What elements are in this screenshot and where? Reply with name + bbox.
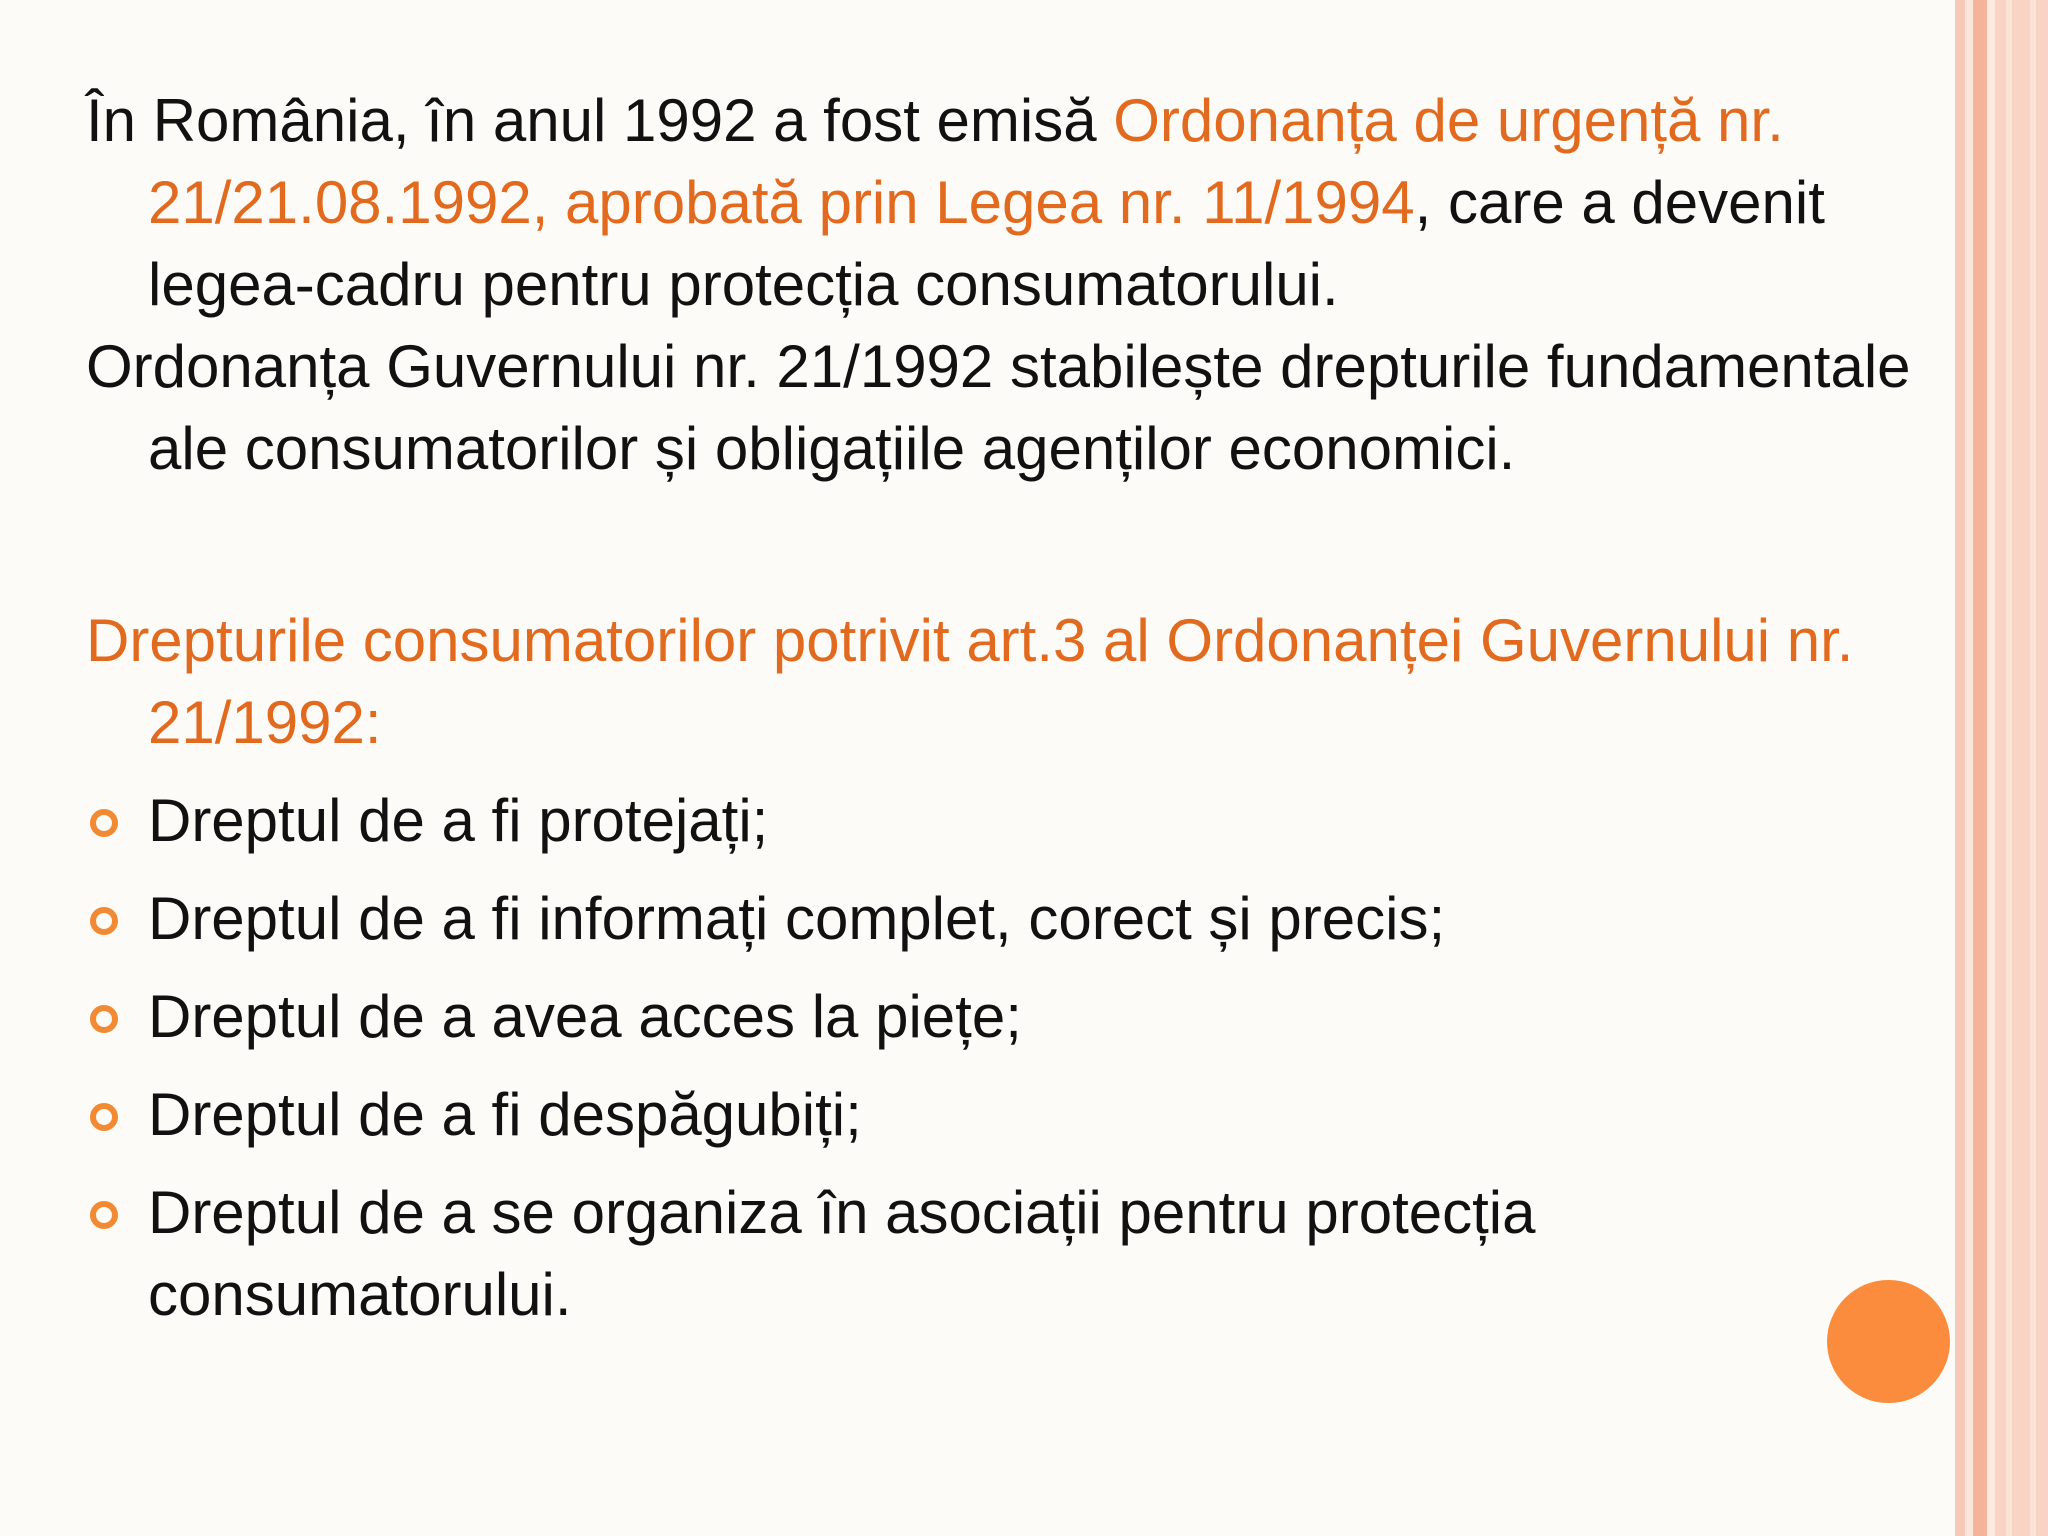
bullet-ring-icon	[90, 809, 118, 837]
border-stripe	[1995, 0, 2048, 1536]
border-stripe	[1955, 0, 1965, 1536]
rights-list	[86, 780, 1936, 1336]
border-stripe	[1973, 0, 1987, 1536]
list-item	[86, 1074, 1936, 1156]
ordinance-paragraph: Ordonanța Guvernului nr. 21/1992 stabilește drepturile fundamentale ale consumatorilor și obligațiile agenților economici.	[86, 333, 1911, 482]
bullet-ring-icon	[90, 907, 118, 935]
border-stripe	[2006, 0, 2012, 1536]
list-item	[86, 780, 1936, 862]
right-text: Dreptul de a fi protejați;	[148, 787, 769, 854]
bullet-ring-icon	[90, 1201, 118, 1229]
border-stripe	[2030, 0, 2036, 1536]
list-item	[86, 1172, 1936, 1336]
rights-heading: Drepturile consumatorilor potrivit art.3 al Ordonanței Guvernului nr. 21/1992:	[86, 607, 1854, 756]
bullet-ring-icon	[90, 1005, 118, 1033]
list-item	[86, 878, 1936, 960]
border-stripe	[1965, 0, 1973, 1536]
right-text: Dreptul de a fi informați complet, corect și precis;	[148, 885, 1446, 952]
spacer	[86, 490, 1936, 600]
right-text: Dreptul de a avea acces la piețe;	[148, 983, 1022, 1050]
right-text: Dreptul de a fi despăgubiți;	[148, 1081, 862, 1148]
bullet-ring-icon	[90, 1103, 118, 1131]
list-item	[86, 976, 1936, 1058]
intro-tail: , care a devenit legea-cadru pentru protecția consumatorului.	[148, 169, 1825, 318]
intro-lead: În România, în anul 1992 a fost emisă	[86, 87, 1114, 154]
intro-paragraph	[86, 80, 1936, 326]
right-text: Dreptul de a se organiza în asociații pentru protecția consumatorului.	[148, 1179, 1536, 1328]
ordinance-reference: Ordonanța de urgență nr. 21/21.08.1992, aprobată prin Legea nr. 11/1994	[148, 87, 1784, 236]
border-stripe	[1987, 0, 1995, 1536]
slide-content	[86, 80, 1936, 1336]
